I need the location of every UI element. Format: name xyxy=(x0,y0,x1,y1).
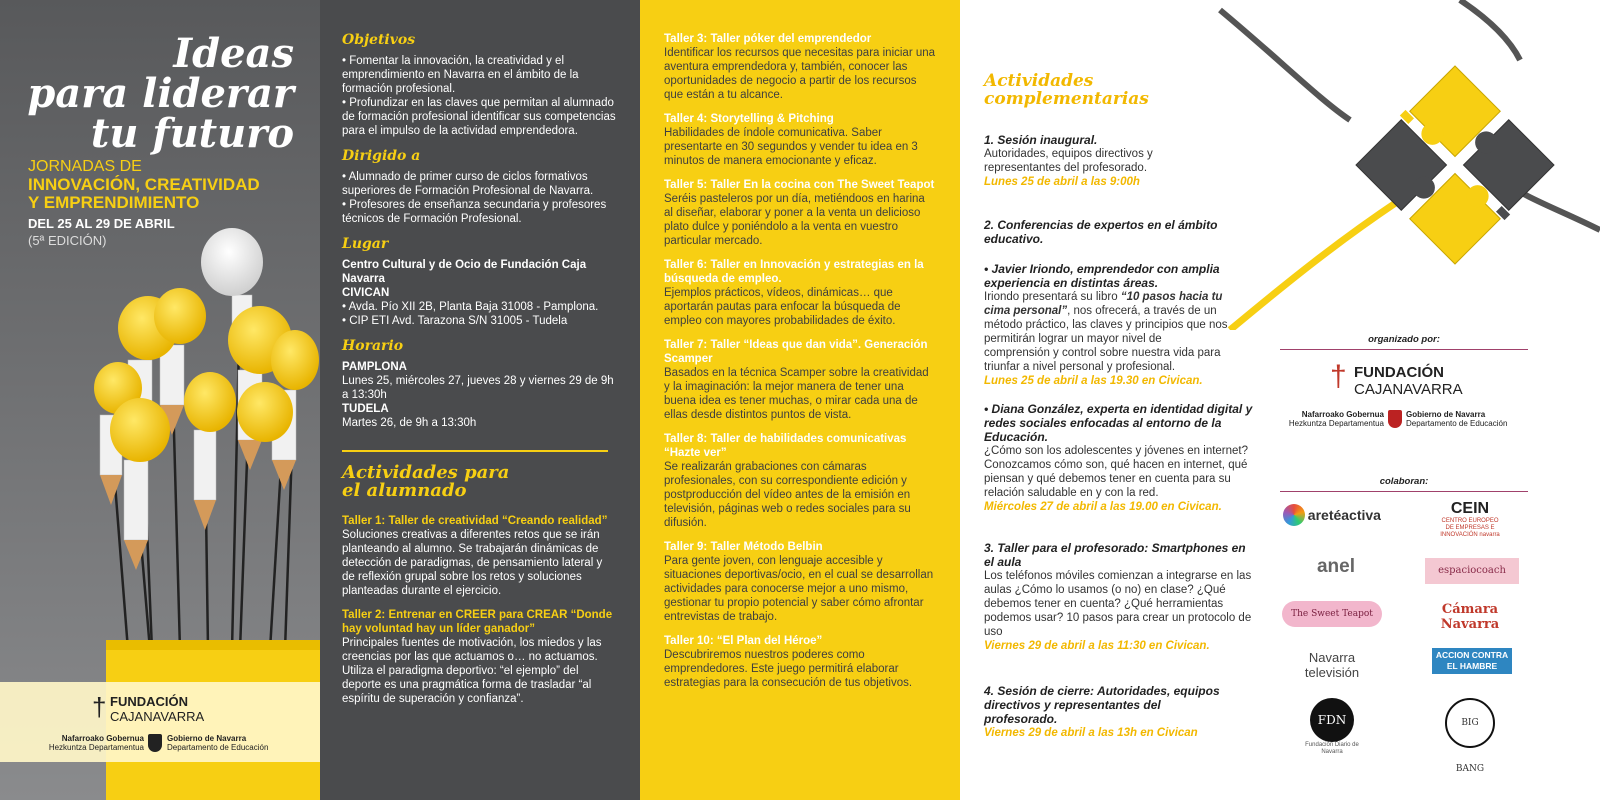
gov-navarra-line2: Departamento de Educación xyxy=(1406,419,1508,428)
gov-basque-line2: Hezkuntza Departamentua xyxy=(48,743,144,752)
bigbang-circle xyxy=(1445,698,1495,774)
complementarias-title-line: complementarias xyxy=(984,89,1149,109)
taller-text: Basados en la técnica Scamper sobre la creatividad y la imaginación: la mejor manera de tener una buena idea es tener muchas, o mirar cada una de ellas desde distintos puntos de vista. xyxy=(664,367,929,421)
horario-title: Horario xyxy=(342,338,404,354)
cover-subtitle-line: JORNADAS DE xyxy=(28,158,142,175)
activity-date: Miércoles 27 de abril a las 19.00 en Civican. xyxy=(984,501,1222,513)
cover-title xyxy=(27,30,294,157)
cover-subtitle-line: Y EMPRENDIMIENTO xyxy=(28,193,200,212)
gov-basque-line2: Hezkuntza Departamentua xyxy=(1288,419,1384,428)
foundation-logo-line2: CAJANAVARRA xyxy=(1354,381,1463,398)
lugar-name: Centro Cultural y de Ocio de Fundación Caja Navarra xyxy=(342,259,587,285)
gov-navarra-line1: Gobierno de Navarra xyxy=(167,734,247,743)
complementarias-panel xyxy=(960,0,1600,800)
lugar-civican: CIVICAN xyxy=(342,287,390,299)
taller-text: Habilidades de índole comunicativa. Saber presentarte en 30 segundos y vender tu idea en 3 minutos de manera emocionante y eficaz. xyxy=(664,127,918,167)
logo-cein xyxy=(1420,500,1520,539)
info-panel xyxy=(320,0,640,800)
activity-title: 2. Conferencias de expertos en el ámbito educativo. xyxy=(984,218,1218,246)
gov-basque-line1: Nafarroako Gobernua xyxy=(1301,410,1384,419)
gov-basque-line1: Nafarroako Gobernua xyxy=(61,734,144,743)
taller-title: Taller 4: Storytelling & Pitching xyxy=(664,113,834,125)
logo-text: CEIN xyxy=(1450,500,1490,517)
logo-sweet-teapot xyxy=(1282,601,1382,627)
logo-text: FDN xyxy=(1317,713,1347,727)
alumnado-title-line: Actividades para xyxy=(342,462,510,483)
speaker-name: • Javier Iriondo, emprendedor con amplia experiencia en distintas áreas. xyxy=(984,262,1220,290)
speaker-name: • Diana González, experta en identidad digital y redes sociales enfocadas al entorno de la Educación. xyxy=(984,402,1253,444)
gov-logos xyxy=(1280,410,1528,438)
activity-date: Viernes 29 de abril a las 13h en Civican xyxy=(984,727,1198,739)
taller-1 xyxy=(342,514,618,598)
colaboran-rule xyxy=(1280,491,1528,492)
activity-2 xyxy=(984,218,1244,246)
cover-edition: (5ª EDICIÓN) xyxy=(28,233,107,248)
taller-text: Principales fuentes de motivación, los miedos y las creencias por las que actuamos o… no actuamos. Utiliza el paradigma deportivo: “el ejemplo” del deporte es una pragmática forma de trasladar “al espíritu de superación y confianza”. xyxy=(342,637,602,705)
alumnado-title xyxy=(342,464,618,500)
lugar-title: Lugar xyxy=(342,236,389,252)
taller-title: Taller 3: Taller póker del emprendedor xyxy=(664,33,872,45)
cover-panel xyxy=(0,0,320,800)
cover-subtitle xyxy=(28,158,260,212)
taller-2 xyxy=(342,608,618,706)
taller-title: Taller 1: Taller de creatividad “Creando realidad” xyxy=(342,515,608,527)
objetivos-list xyxy=(342,54,618,138)
list-item: • Alumnado de primer curso de ciclos formativos superiores de Formación Profesional de Navarra. xyxy=(342,171,594,197)
section-divider xyxy=(342,450,608,452)
taller-title: Taller 2: Entrenar en CREER para CREAR “Donde hay voluntad hay un líder ganador” xyxy=(342,609,613,635)
book-title: “10 pasos hacia tu cima personal” xyxy=(984,291,1223,317)
taller-title: Taller 8: Taller de habilidades comunicativas “Hazte ver” xyxy=(664,433,907,459)
taller-text: Descubriremos nuestros poderes como emprendedores. Este juego permitirá elaborar estrategias para la consecución de tus objetivos. xyxy=(664,649,913,689)
horario-block xyxy=(342,360,618,430)
speaker-text: ¿Cómo son los adolescentes y jóvenes en internet? Conozcamos cómo son, qué hacen en internet, qué piensan y qué debemos tener en cuenta para su relación saludable en y con la red. xyxy=(984,445,1249,499)
fdn-circle xyxy=(1310,698,1354,742)
logo-text: Cámara Navarra xyxy=(1440,602,1500,632)
activity-date: Lunes 25 de abril a las 9:00h xyxy=(984,176,1140,188)
taller-text: Soluciones creativas a diferentes retos que se irán planteando al alumno. Se trabajarán dinámicas de detección de paradigmas, de pensamiento lateral y de reflexión grupal sobre los retos y soluciones planteadas durante el ejercicio. xyxy=(342,529,603,597)
foundation-logo-line1: FUNDACIÓN xyxy=(110,694,188,709)
organizers-block xyxy=(1280,334,1528,438)
cross-icon: † xyxy=(1330,360,1347,393)
objetivos-title: Objetivos xyxy=(342,32,416,48)
logo-text: anel xyxy=(1316,556,1356,577)
cover-logo-band xyxy=(0,682,320,762)
cover-title-line: para liderar xyxy=(27,70,294,117)
taller-title: Taller 10: “El Plan del Héroe” xyxy=(664,635,823,647)
taller-title: Taller 5: Taller En la cocina con The Sweet Teapot xyxy=(664,179,935,191)
taller-text: Identificar los recursos que necesitas para iniciar una aventura emprendedora y, también, conocer las oportunidades de negocio a partir de los recursos que están a tu alcance. xyxy=(664,47,936,101)
taller-10 xyxy=(664,634,936,690)
gov-basque xyxy=(1280,410,1384,428)
pamplona-label: PAMPLONA xyxy=(342,361,407,373)
gov-navarra-line1: Gobierno de Navarra xyxy=(1406,410,1486,419)
taller-9 xyxy=(664,540,936,624)
dirigido-title: Dirigido a xyxy=(342,148,421,164)
logo-anel xyxy=(1286,556,1386,578)
speaker-2 xyxy=(984,402,1264,514)
speaker-text-a: Iriondo presentará su libro xyxy=(984,291,1121,303)
foundation-logo-line1: FUNDACIÓN xyxy=(1354,364,1444,381)
gov-navarra xyxy=(1406,410,1507,428)
list-item: • Fomentar la innovación, la creatividad y el emprendimiento en Navarra en el ámbito de la formación profesional. xyxy=(342,55,579,95)
logo-espaciocoach xyxy=(1425,558,1519,584)
logo-navarra-tv xyxy=(1282,650,1382,680)
foundation-logo-line2: CAJANAVARRA xyxy=(110,709,205,724)
speaker-text xyxy=(984,290,1229,374)
speaker-text-b: , nos ofrecerá, a través de un método práctico, las claves y principios que nos permitirán lograr un mayor nivel de comprensión y control sobre nuestra vida para triunfar a nivel personal y profesional. xyxy=(984,305,1228,373)
list-item: • Avda. Pío XII 2B, Planta Baja 31008 - Pamplona. xyxy=(342,301,599,313)
organizado-label: organizado por: xyxy=(1368,334,1440,345)
logo-text: ACCION CONTRA EL HAMBRE xyxy=(1435,650,1509,671)
activity-3 xyxy=(984,541,1254,653)
taller-4 xyxy=(664,112,936,168)
cover-dates: DEL 25 AL 29 DE ABRIL xyxy=(28,216,175,231)
taller-title: Taller 9: Taller Método Belbin xyxy=(664,541,823,553)
foundation-logo xyxy=(1280,362,1528,404)
cover-title-line: Ideas xyxy=(173,30,294,77)
taller-6 xyxy=(664,258,936,328)
gov-shield-icon xyxy=(1388,410,1402,428)
gov-navarra xyxy=(167,734,268,752)
activity-date: Viernes 29 de abril a las 11:30 en Civican. xyxy=(984,640,1210,652)
logo-big-bang xyxy=(1440,698,1500,774)
tudela-text: Martes 26, de 9h a 13:30h xyxy=(342,417,477,429)
activity-1 xyxy=(984,133,1184,189)
gov-shield-icon xyxy=(148,734,162,752)
activity-text: Los teléfonos móviles comienzan a integrarse en las aulas ¿Cómo lo usamos (o no) en clase? ¿Qué debemos tener en cuenta? ¿Qué herramientas podemos usar? 10 pasos para crear un protocolo de uso xyxy=(984,570,1252,638)
puzzle-illustration xyxy=(1210,0,1600,330)
logo-subtext: Fundación Diario de Navarra xyxy=(1305,742,1359,755)
logo-accion-hambre xyxy=(1432,648,1512,674)
cross-icon: † xyxy=(92,692,107,722)
taller-8 xyxy=(664,432,936,530)
taller-text: Se realizarán grabaciones con cámaras profesionales, con su correspondiente edición y postproducción del vídeo antes de la emisión en televisión, páginas web o redes sociales para su difusión. xyxy=(664,461,911,529)
taller-title: Taller 6: Taller en Innovación y estrategias en la búsqueda de empleo. xyxy=(664,259,924,285)
activity-title: 1. Sesión inaugural. xyxy=(984,133,1098,147)
logo-text: Navarra televisión xyxy=(1304,650,1360,680)
organizado-rule xyxy=(1280,349,1528,350)
colaboran-label: colaboran: xyxy=(1379,476,1429,487)
taller-text: Para gente joven, con lenguaje accesible y situaciones deportivas/ocio, en el cual se desarrollan actividades para conocerse mejor a uno mismo, gestionar tu propio potencial y saber cómo afrontar entrevistas de trabajo. xyxy=(664,555,934,623)
cover-subtitle-line: INNOVACIÓN, CREATIVIDAD xyxy=(28,175,260,194)
taller-text: Seréis pasteleros por un día, metiéndoos en harina al diseñar, elaborar y poner a la venta un delicioso plato dulce y poniéndolo a la venta en vuestro particular mercado. xyxy=(664,193,925,247)
taller-text: Ejemplos prácticos, vídeos, dinámicas… que aportarán pautas para enfocar la búsqueda de empleo con mayores probabilidades de éxito. xyxy=(664,287,901,327)
complementarias-title-line: Actividades xyxy=(984,71,1094,91)
collaborators-block xyxy=(1280,476,1528,492)
taller-7 xyxy=(664,338,936,422)
logo-text: BIG BANG xyxy=(1455,718,1485,774)
alumnado-title-line: el alumnado xyxy=(342,480,467,501)
taller-title: Taller 7: Taller “Ideas que dan vida”. Generación Scamper xyxy=(664,339,928,365)
logo-fdn xyxy=(1302,698,1362,756)
logo-text: aretéactiva xyxy=(1307,507,1381,523)
logo-camara xyxy=(1420,602,1520,632)
speaker-1 xyxy=(984,262,1229,388)
list-item: • CIP ETI Avd. Tarazona S/N 31005 - Tudela xyxy=(342,315,568,327)
talleres-panel xyxy=(640,0,960,800)
gov-basque xyxy=(48,734,144,752)
activity-4 xyxy=(984,684,1224,740)
gov-navarra-line2: Departamento de Educación xyxy=(167,743,269,752)
activity-title: 3. Taller para el profesorado: Smartphones en el aula xyxy=(984,541,1246,569)
pamplona-text: Lunes 25, miércoles 27, jueves 28 y viernes 29 de 9h a 13:30h xyxy=(342,375,614,401)
list-item: • Profesores de enseñanza secundaria y profesores técnicos de Formación Profesional. xyxy=(342,199,607,225)
logo-subtext: CENTRO EUROPEO DE EMPRESAS E INNOVACIÓN navarra xyxy=(1440,518,1500,538)
logo-text: The Sweet Teapot xyxy=(1291,609,1373,619)
list-item: • Profundizar en las claves que permitan al alumnado de formación profesional identificar sus competencias para el impulso de la actividad emprendedora. xyxy=(342,97,616,137)
lugar-block xyxy=(342,258,618,328)
cover-title-line: tu futuro xyxy=(90,110,294,157)
activity-text: Autoridades, equipos directivos y representantes del profesorado. xyxy=(984,148,1153,174)
activity-title: 4. Sesión de cierre: Autoridades, equipos directivos y representantes del profesorado. xyxy=(984,684,1220,726)
activity-date: Lunes 25 de abril a las 19.30 en Civican. xyxy=(984,375,1203,387)
tudela-label: TUDELA xyxy=(342,403,389,415)
complementarias-title xyxy=(984,72,1149,108)
taller-3 xyxy=(664,32,936,102)
flower-icon xyxy=(1283,504,1305,526)
logo-text: espaciocoach xyxy=(1438,565,1506,576)
logo-areteactiva xyxy=(1282,504,1382,526)
dirigido-list xyxy=(342,170,618,226)
taller-5 xyxy=(664,178,936,248)
